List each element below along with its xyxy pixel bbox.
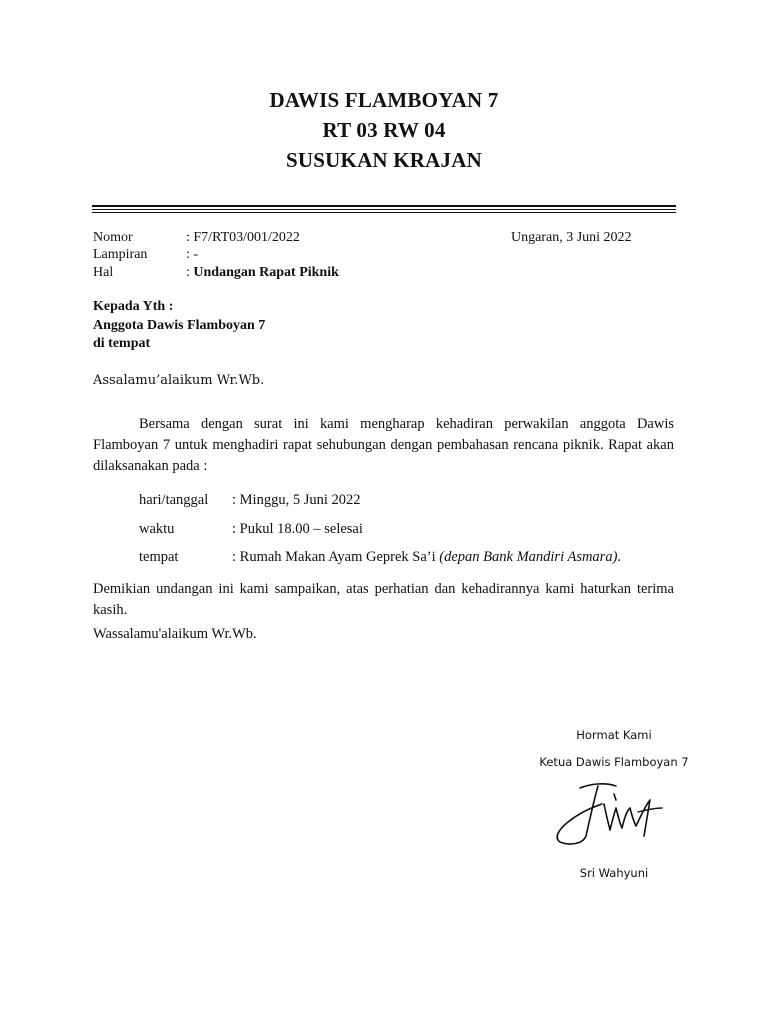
header-divider-thin-2 [92, 212, 676, 213]
time-label: waktu [139, 521, 175, 537]
letterhead-rt-rw: RT 03 RW 04 [322, 118, 446, 142]
recipient-name: Anggota Dawis Flamboyan 7 [93, 318, 266, 333]
body-paragraph-1: Bersama dengan surat ini kami mengharap kehadiran perwakilan anggota Dawis Flamboyan 7 untuk menghadiri rapat sehubungan dengan pembahasan rencana piknik. Rapat akan dilaksanakan pada : [93, 416, 674, 474]
hal-colon: : [186, 265, 194, 280]
recipient-location: di tempat [93, 336, 151, 351]
hal-value-wrap [186, 265, 339, 281]
place-label: tempat [139, 549, 179, 565]
day-value: : Minggu, 5 Juni 2022 [232, 492, 361, 508]
body-paragraph-2: Demikian undangan ini kami sampaikan, atas perhatian dan kehadirannya kami haturkan terima kasih. [93, 581, 674, 618]
recipient-salutation: Kepada Yth : [93, 299, 174, 314]
closing-greeting: Wassalamu'alaikum Wr.Wb. [93, 626, 257, 642]
lampiran-value: : - [186, 247, 199, 262]
greeting: Assalamu’alaikum Wr.Wb. [93, 373, 265, 388]
place-value: : Rumah Makan Ayam Geprek Sa’i [232, 549, 440, 565]
place-end: . [617, 549, 622, 565]
signature-regards: Hormat Kami [576, 728, 652, 742]
handwritten-signature [550, 778, 670, 858]
hal-value: Undangan Rapat Piknik [193, 265, 339, 280]
place-value-wrap [232, 549, 621, 566]
letterhead-village: SUSUKAN KRAJAN [286, 148, 482, 172]
letterhead-title: DAWIS FLAMBOYAN 7 [269, 88, 499, 112]
hal-label: Hal [93, 265, 114, 280]
time-value: : Pukul 18.00 – selesai [232, 521, 363, 537]
lampiran-label: Lampiran [93, 247, 148, 262]
nomor-label: Nomor [93, 230, 133, 245]
day-label: hari/tanggal [139, 492, 209, 508]
place-note: (depan Bank Mandiri Asmara) [439, 549, 618, 565]
signature-position: Ketua Dawis Flamboyan 7 [539, 755, 689, 769]
nomor-value: : F7/RT03/001/2022 [186, 230, 300, 245]
header-divider-thick [92, 205, 676, 207]
letter-date: Ungaran, 3 Juni 2022 [511, 230, 632, 245]
signatory-name: Sri Wahyuni [579, 866, 649, 880]
header-divider-thin [92, 209, 676, 210]
